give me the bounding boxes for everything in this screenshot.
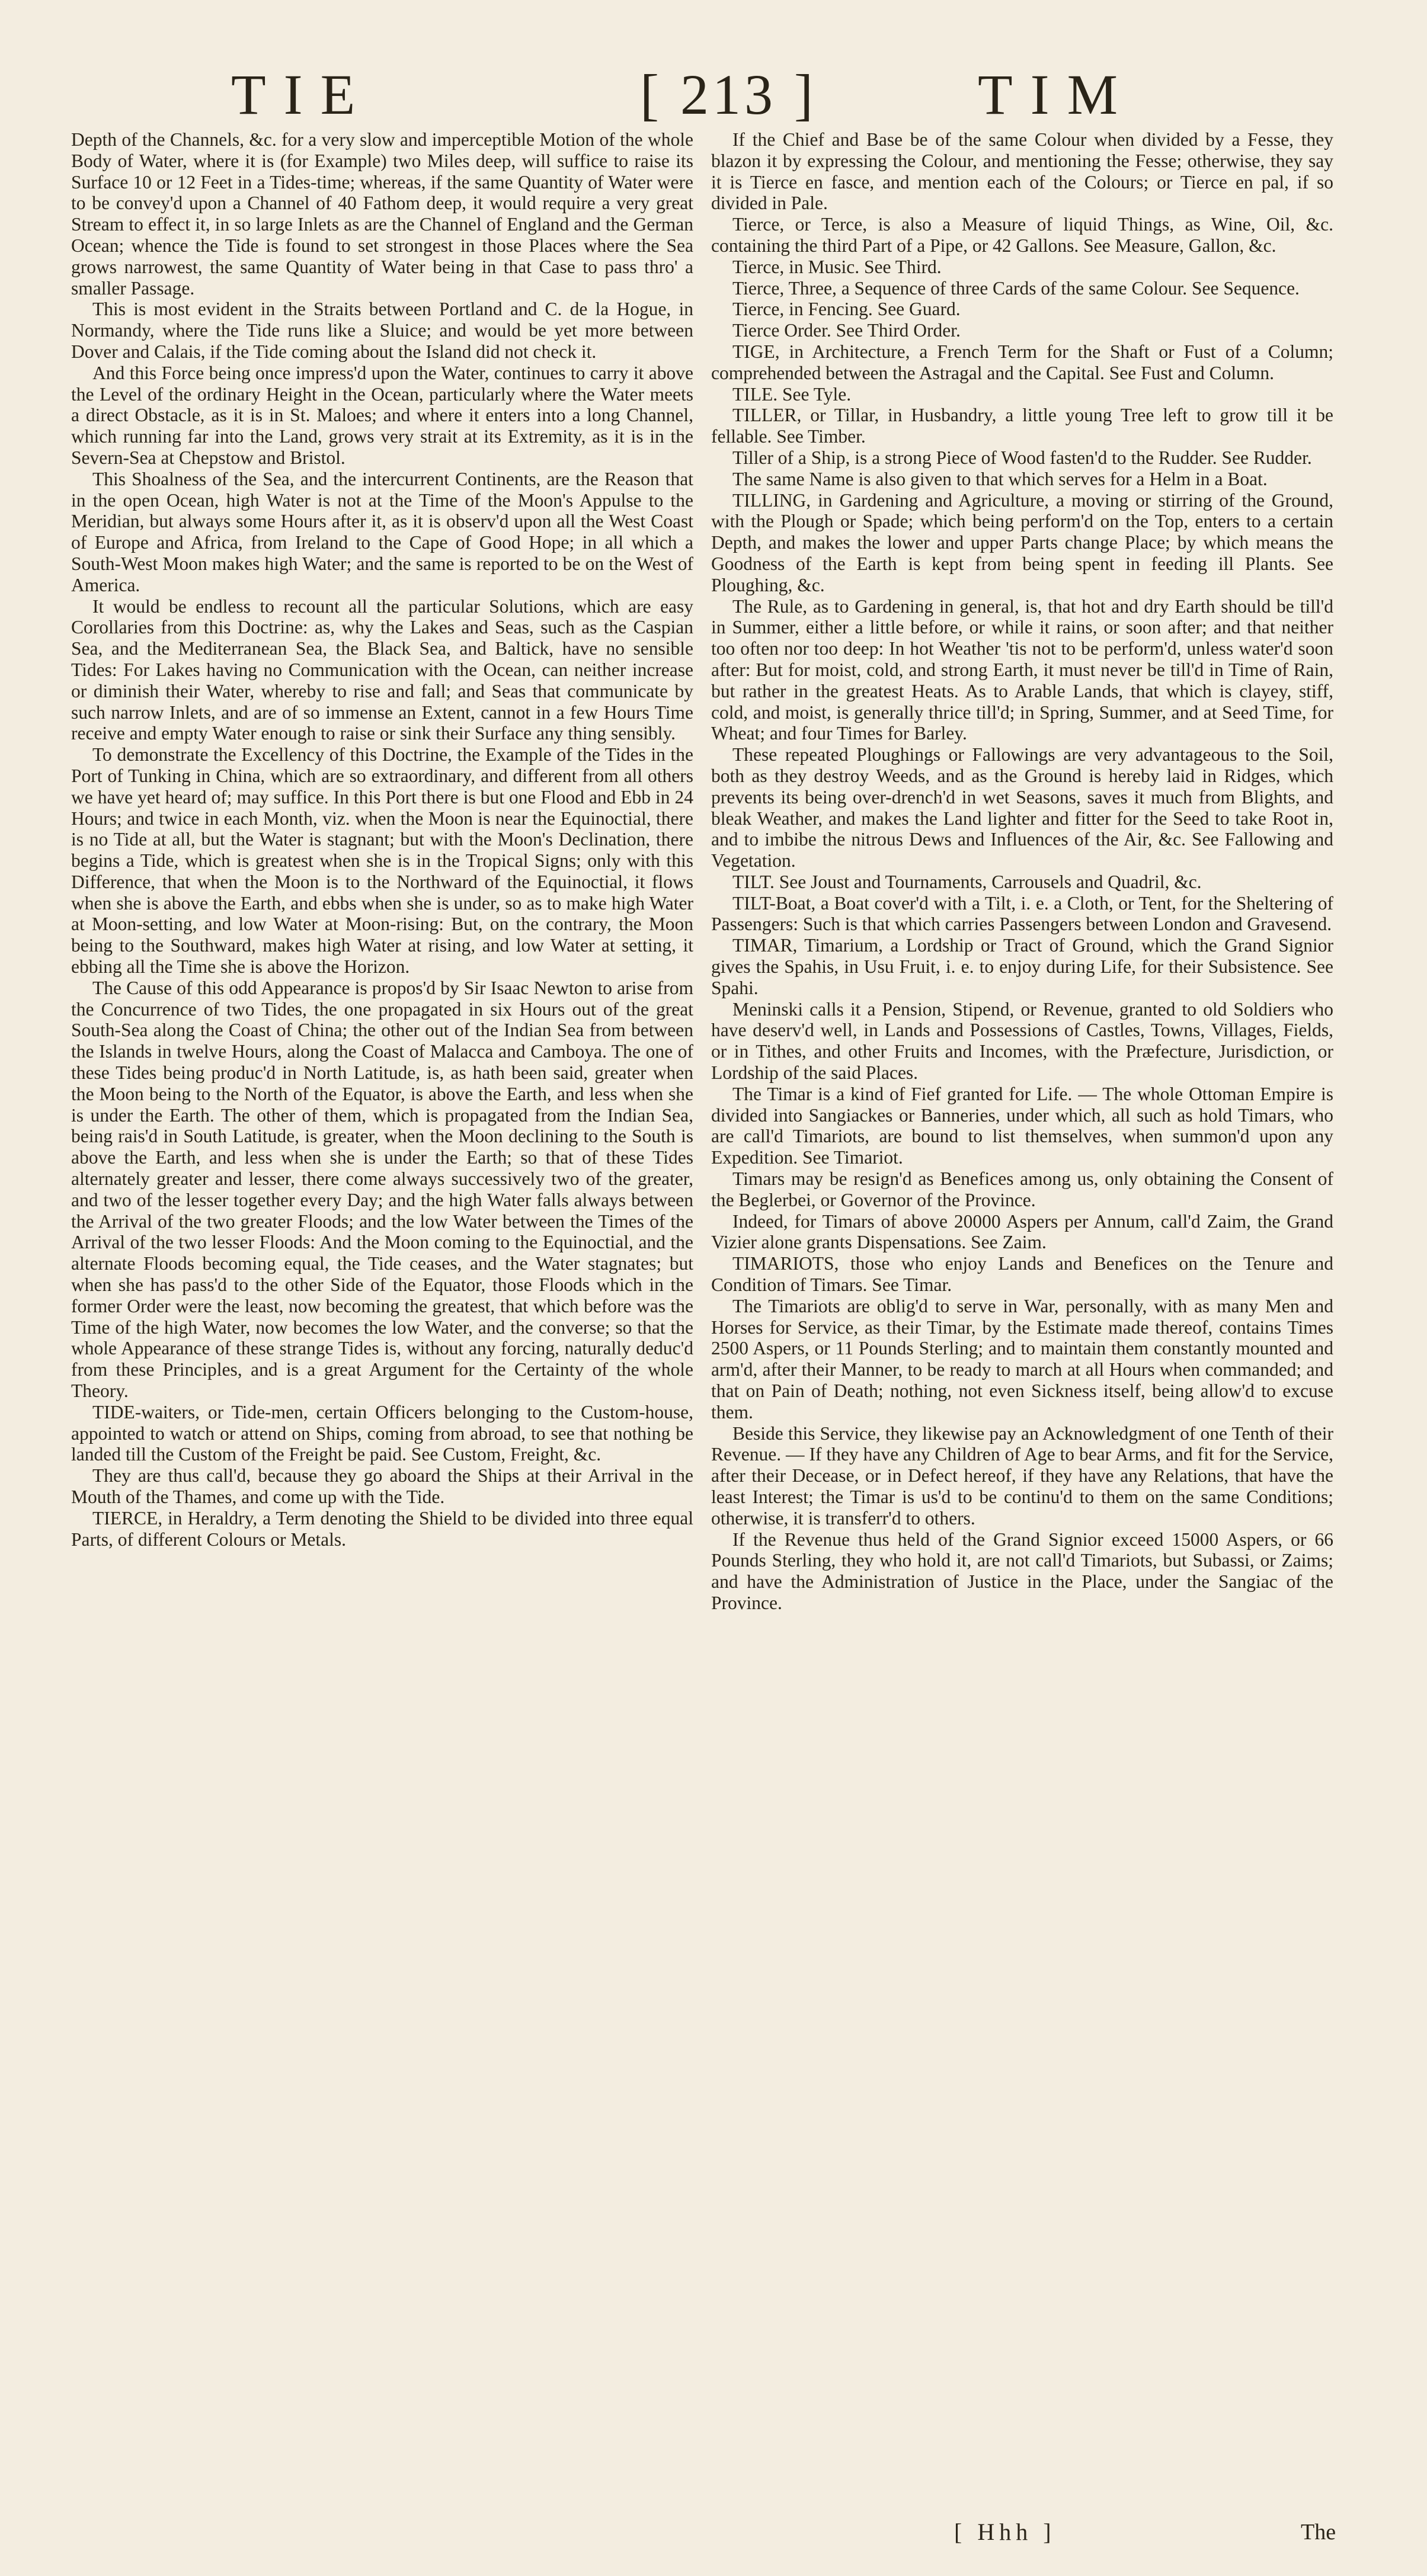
- paragraph: Tierce, in Music. See Third.: [732, 256, 942, 277]
- paragraph: TIDE-waiters, or Tide-men, certain Officers belonging to the Custom-house, appointed to watch or attend on Ships, coming from abroad, to see that nothing be landed till the Custom of the Freight be paid. See Custom, Freight, &c.: [71, 1401, 693, 1465]
- paragraph: TILT. See Joust and Tournaments, Carrousels and Quadril, &c.: [732, 871, 1202, 892]
- paragraph: TILLING, in Gardening and Agriculture, a moving or stirring of the Ground, with the Plough or Spade; which being perform'd on the Top, enters to a certain Depth, and makes the lower and upper Parts change Place; by which means the Goodness of the Earth is kept from being spent in feeding ill Plants. See Ploughing, &c.: [711, 489, 1333, 595]
- header-right-word: TIM: [978, 63, 1135, 126]
- signature-mark: [ Hhh ]: [954, 2519, 1056, 2545]
- paragraph: Tierce Order. See Third Order.: [732, 320, 961, 341]
- paragraph: TIMAR, Timarium, a Lordship or Tract of Ground, which the Grand Signior gives the Spahis, in Usu Fruit, i. e. to enjoy during Life, for their Subsistence. See Spahi.: [711, 935, 1333, 998]
- catchword: The: [1301, 2520, 1336, 2545]
- paragraph: Tierce, in Fencing. See Guard.: [732, 299, 961, 320]
- page-number: [ 213 ]: [640, 63, 817, 126]
- paragraph: Timars may be resign'd as Benefices among us, only obtaining the Consent of the Beglerbei, or Governor of the Province.: [711, 1168, 1333, 1210]
- paragraph: TIERCE, in Heraldry, a Term denoting the Shield to be divided into three equal Parts, of different Colours or Metals.: [71, 1507, 693, 1550]
- paragraph: Depth of the Channels, &c. for a very slow and imperceptible Motion of the whole Body of Water, where it is (for Example) two Miles deep, will suffice to raise its Surface 10 or 12 Feet in a Tides-time; whereas, if the same Quantity of Water were to be convey'd upon a Channel of 40 Fathom deep, it would require a very great Stream to effect it, in so large Inlets as are the Channel of England and the German Ocean; whence the Tide is found to set strongest in those Places where the Sea grows narrowest, the same Quantity of Water being in that Case to pass thro' a smaller Passage.: [71, 129, 693, 299]
- paragraph: These repeated Ploughings or Fallowings are very advantageous to the Soil, both as they destroy Weeds, and as the Ground is hereby laid in Ridges, which prevents its being over-drench'd in wet Seasons, saves it much from Blights, and bleak Weather, and makes the Land lighter and fitter for the Seed to take Root in, and to imbibe the nitrous Dews and Influences of the Air, &c. See Fallowing and Vegetation.: [711, 744, 1333, 872]
- paragraph: TILLER, or Tillar, in Husbandry, a little young Tree left to grow till it be fellable. See Timber.: [711, 405, 1333, 447]
- paragraph: The Cause of this odd Appearance is propos'd by Sir Isaac Newton to arise from the Concurrence of two Tides, the one propagated in six Hours out of the great South-Sea along the Coast of China; the other out of the Indian Sea from between the Islands in twelve Hours, along the Coast of Malacca and Camboya. The one of these Tides being produc'd in North Latitude, is, as hath been said, greater when the Moon being to the North of the Equator, is above the Earth, and less when she is under the Earth. The other of them, which is propagated from the Indian Sea, being rais'd in South Latitude, is greater, when the Moon declining to the South is above the Earth, and less when she is under the Earth; so that of these Tides alternately greater and lesser, there come always successively two of the greater, and two of the lesser together every Day; and the high Water falls always between the Arrival of the two greater Floods; and the low Water between the Times of the Arrival of the two lesser Floods: And the Moon coming to the Equinoctial, and the alternate Floods becoming equal, the Tide ceases, and the Water stagnates; but when she has pass'd to the other Side of the Equator, those Floods which in the former Order were the least, now becoming the greatest, that which before was the Time of the high Water, now becomes the low Water, and the converse; so that the whole Appearance of these strange Tides is, without any forcing, naturally deduc'd from these Principles, and is a great Argument for the Certainty of the whole Theory.: [71, 977, 693, 1402]
- paragraph: The Rule, as to Gardening in general, is, that hot and dry Earth should be till'd in Summer, either a little before, or while it rains, or soon after; and that neither too often nor too deep: In hot Weather 'tis not to be perform'd, unless water'd soon after: But for moist, cold, and strong Earth, it must never be till'd in Time of Rain, but rather in the greatest Heats. As to Arable Lands, that which is clayey, stiff, cold, and moist, is generally thrice till'd; in Spring, Summer, and at Seed Time, for Wheat; and four Times for Barley.: [711, 595, 1333, 744]
- paragraph: They are thus call'd, because they go aboard the Ships at their Arrival in the Mouth of the Thames, and come up with the Tide.: [71, 1465, 693, 1507]
- paragraph: Beside this Service, they likewise pay an Acknowledgment of one Tenth of their Revenue. — If they have any Children of Age to bear Arms, and fit for the Service, after their Decease, or in Defect hereof, if they have any Relations, that have the least Interest; the Timar is us'd to be continu'd to them on the same Conditions; otherwise, it is transferr'd to others.: [711, 1422, 1333, 1529]
- paragraph: TILT-Boat, a Boat cover'd with a Tilt, i. e. a Cloth, or Tent, for the Sheltering of Passengers: Such is that which carries Passengers between London and Gravesend.: [711, 892, 1333, 935]
- paragraph: TIMARIOTS, those who enjoy Lands and Benefices on the Tenure and Condition of Timars. See Timar.: [711, 1253, 1333, 1296]
- paragraph: And this Force being once impress'd upon the Water, continues to carry it above the Level of the ordinary Height in the Ocean, particularly where the Water meets a direct Obstacle, as it is in St. Maloes; and where it enters into a long Channel, which running far into the Land, grows very strait at its Extremity, as it is in the Severn-Sea at Chepstow and Bristol.: [71, 362, 693, 468]
- paragraph: Tierce, or Terce, is also a Measure of liquid Things, as Wine, Oil, &c. containing the third Part of a Pipe, or 42 Gallons. See Measure, Gallon, &c.: [711, 214, 1333, 256]
- paragraph: Tiller of a Ship, is a strong Piece of Wood fasten'd to the Rudder. See Rudder.: [732, 447, 1312, 468]
- paragraph: TIGE, in Architecture, a French Term for the Shaft or Fust of a Column; comprehended between the Astragal and the Capital. See Fust and Column.: [711, 341, 1333, 383]
- header-left-word: TIE: [231, 63, 373, 126]
- paragraph: TILE. See Tyle.: [732, 383, 852, 405]
- running-header: [71, 62, 1357, 133]
- paragraph: To demonstrate the Excellency of this Doctrine, the Example of the Tides in the Port of Tunking in China, which are so extraordinary, and different from all others we have yet heard of; may suffice. In this Port there is but one Flood and Ebb in 24 Hours; and twice in each Month, viz. when the Moon is near the Equinoctial, there is no Tide at all, but the Water is stagnant; but with the Moon's Declination, there begins a Tide, which is greatest when she is in the Tropical Signs; only with this Difference, that when the Moon is to the Northward of the Equinoctial, it flows when she is above the Earth, and ebbs when she is under, so as to make high Water at Moon-setting, and low Water at Moon-rising: But, on the contrary, the Moon being to the Southward, makes high Water at rising, and low Water at setting, it ebbing all the Time she is above the Horizon.: [71, 744, 693, 978]
- paragraph: Indeed, for Timars of above 20000 Aspers per Annum, call'd Zaim, the Grand Vizier alone grants Dispensations. See Zaim.: [711, 1210, 1333, 1253]
- paragraph: It would be endless to recount all the particular Solutions, which are easy Corollaries from this Doctrine: as, why the Lakes and Seas, such as the Caspian Sea, and the Mediterranean Sea, the Black Sea, and Baltick, have no sensible Tides: For Lakes having no Communication with the Ocean, can neither increase or diminish their Water, whereby to rise and fall; and Seas that communicate by such narrow Inlets, and are of so immense an Extent, cannot in a few Hours Time receive and empty Water enough to raise or sink their Surface any thing sensibly.: [71, 595, 693, 744]
- paragraph: The Timariots are oblig'd to serve in War, personally, with as many Men and Horses for Service, as their Timar, by the Estimate made thereof, contains Times 2500 Aspers, or 11 Pounds Sterling; and to maintain them constantly mounted and arm'd, after their Manner, to be ready to march at all Hours when commanded; and that on Pain of Death; nothing, not even Sickness itself, being allow'd to excuse them.: [711, 1295, 1333, 1422]
- paragraph: If the Revenue thus held of the Grand Signior exceed 15000 Aspers, or 66 Pounds Sterling, they who hold it, are not call'd Timariots, but Subassi, or Zaims; and have the Administration of Justice in the Place, under the Sangiac of the Province.: [711, 1529, 1333, 1613]
- paragraph: The Timar is a kind of Fief granted for Life. — The whole Ottoman Empire is divided into Sangiackes or Banneries, under which, all such as hold Timars, who are call'd Timariots, are bound to list themselves, when summon'd upon any Expedition. See Timariot.: [711, 1083, 1333, 1168]
- paragraph: Meninski calls it a Pension, Stipend, or Revenue, granted to old Soldiers who have deserv'd well, in Lands and Possessions of Castles, Towns, Villages, Fields, or in Tithes, and other Fruits and Incomes, with the Præfecture, Jurisdiction, or Lordship of the said Places.: [711, 998, 1333, 1084]
- left-column: [71, 129, 693, 1550]
- paragraph: This Shoalness of the Sea, and the intercurrent Continents, are the Reason that in the open Ocean, high Water is not at the Time of the Moon's Appulse to the Meridian, but always some Hours after it, as it is observ'd upon all the West Coast of Europe and Africa, from Ireland to the Cape of Good Hope; in all which a South-West Moon makes high Water; and the same is reported to be on the West of America.: [71, 468, 693, 595]
- right-column: [711, 129, 1333, 1614]
- paragraph: Tierce, Three, a Sequence of three Cards of the same Colour. See Sequence.: [732, 277, 1300, 299]
- paragraph: If the Chief and Base be of the same Colour when divided by a Fesse, they blazon it by expressing the Colour, and mentioning the Fesse; otherwise, they say it is Tierce en fasce, and mention each of the Colours; or Tierce en pal, if so divided in Pale.: [711, 129, 1333, 214]
- paragraph: The same Name is also given to that which serves for a Helm in a Boat.: [732, 468, 1268, 489]
- paragraph: This is most evident in the Straits between Portland and C. de la Hogue, in Normandy, where the Tide runs like a Sluice; and would be yet more between Dover and Calais, if the Tide coming about the Island did not check it.: [71, 299, 693, 362]
